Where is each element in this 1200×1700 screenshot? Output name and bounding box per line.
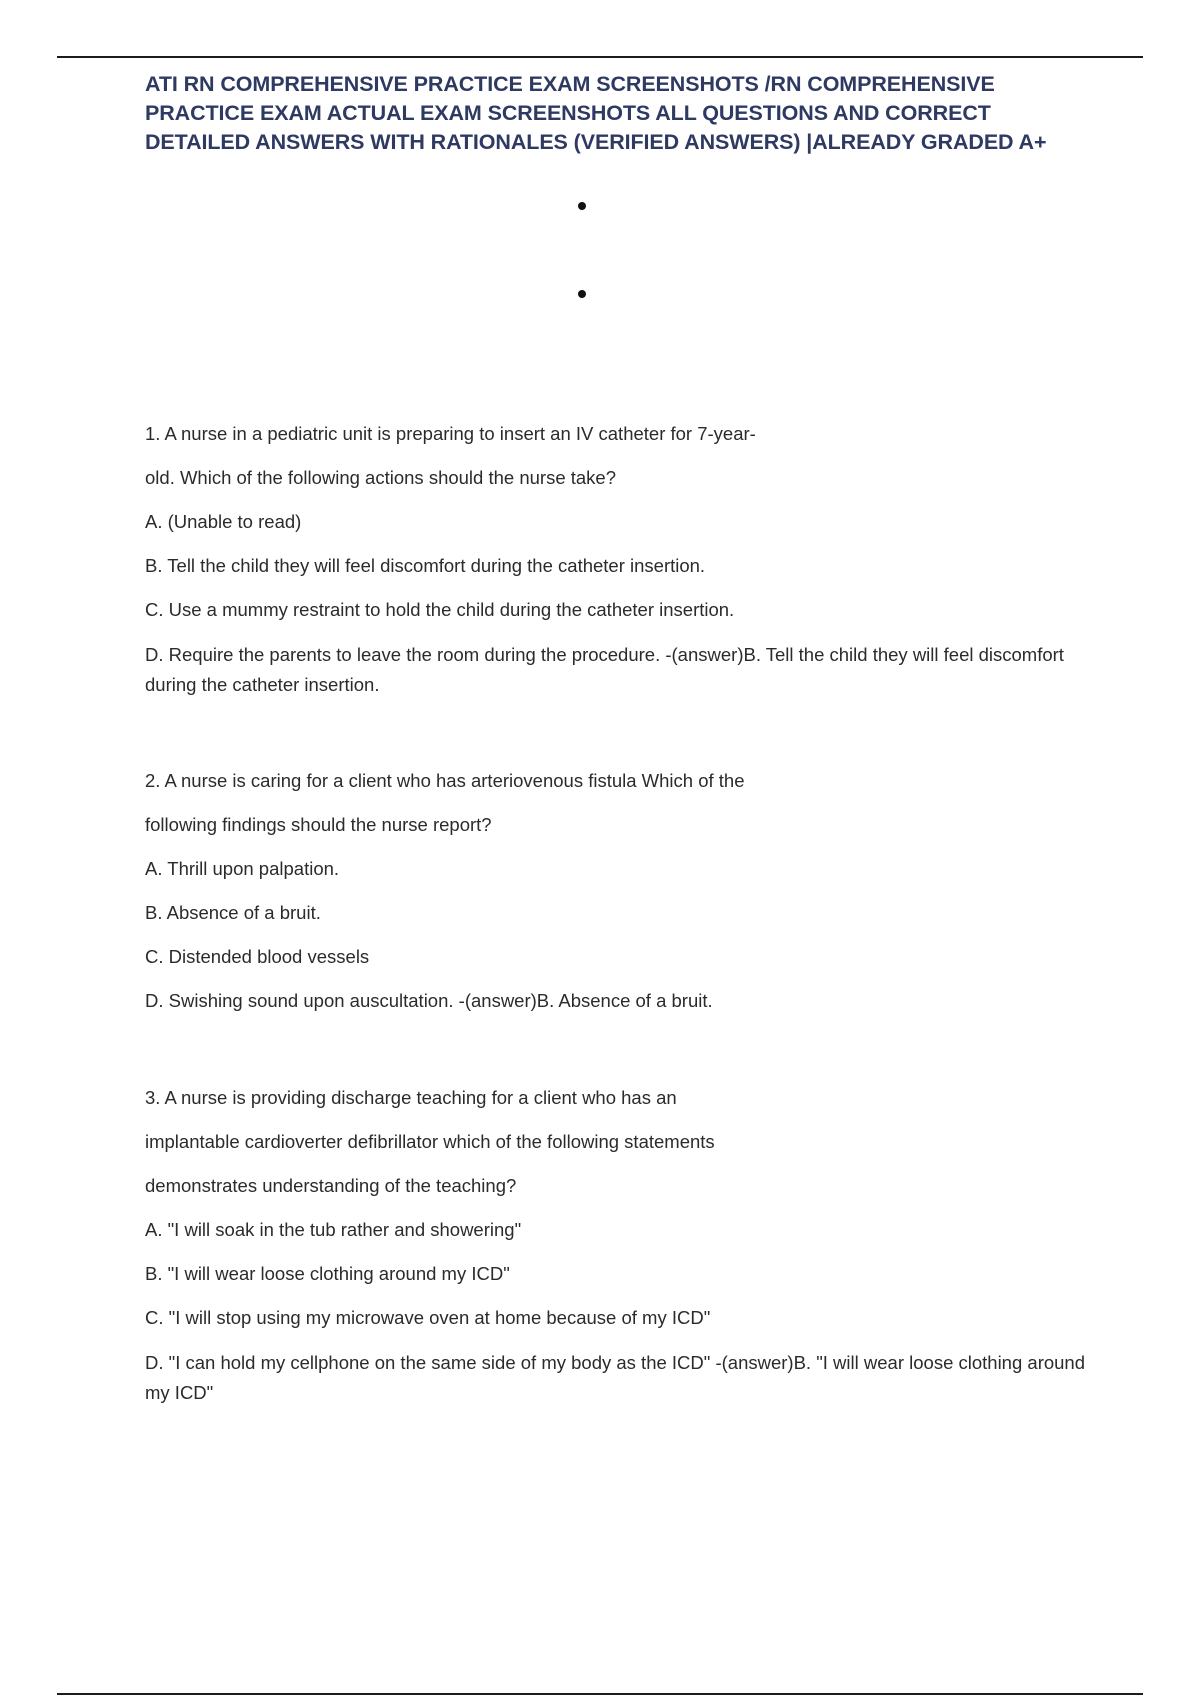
option-c: C. Distended blood vessels	[145, 946, 370, 967]
option-c: C. Use a mummy restraint to hold the child during the catheter insertion.	[145, 599, 735, 620]
question-stem: demonstrates understanding of the teaching?	[145, 1175, 517, 1196]
question-stem: implantable cardioverter defibrillator which of the following statements	[145, 1131, 715, 1152]
option-a: A. (Unable to read)	[145, 511, 302, 532]
option-d-with-answer: D. Require the parents to leave the room during the procedure. -(answer)B. Tell the child they will feel discomfort during the catheter insertion.	[145, 644, 1064, 695]
question-stem: old. Which of the following actions should the nurse take?	[145, 467, 617, 488]
option-b: B. Absence of a bruit.	[145, 902, 321, 923]
question-3	[145, 1076, 1095, 1408]
question-2	[145, 759, 1095, 1023]
document-title: ATI RN COMPREHENSIVE PRACTICE EXAM SCREENSHOTS /RN COMPREHENSIVE PRACTICE EXAM ACTUAL EXAM SCREENSHOTS ALL QUESTIONS AND CORRECT DETAILED ANSWERS WITH RATIONALES (VERIFIED ANSWERS) |ALREADY GRADED A+	[145, 72, 1047, 154]
question-1	[145, 412, 1095, 700]
question-stem: 2. A nurse is caring for a client who has arteriovenous fistula Which of the	[145, 770, 745, 791]
option-c: C. "I will stop using my microwave oven at home because of my ICD"	[145, 1307, 711, 1328]
option-a: A. "I will soak in the tub rather and showering"	[145, 1219, 522, 1240]
option-d-with-answer: D. "I can hold my cellphone on the same side of my body as the ICD" -(answer)B. "I will wear loose clothing around my ICD"	[145, 1352, 1086, 1403]
option-a: A. Thrill upon palpation.	[145, 858, 340, 879]
document-header	[145, 70, 1095, 157]
top-rule	[57, 56, 1143, 58]
option-d-with-answer: D. Swishing sound upon auscultation. -(answer)B. Absence of a bruit.	[145, 990, 713, 1011]
option-b: B. "I will wear loose clothing around my ICD"	[145, 1263, 510, 1284]
question-stem: 1. A nurse in a pediatric unit is preparing to insert an IV catheter for 7-year-	[145, 423, 756, 444]
bullet-icon	[578, 202, 586, 210]
option-b: B. Tell the child they will feel discomfort during the catheter insertion.	[145, 555, 706, 576]
bullet-icon	[578, 290, 586, 298]
bottom-rule	[57, 1693, 1143, 1695]
question-stem: 3. A nurse is providing discharge teaching for a client who has an	[145, 1087, 677, 1108]
question-stem: following findings should the nurse report?	[145, 814, 492, 835]
